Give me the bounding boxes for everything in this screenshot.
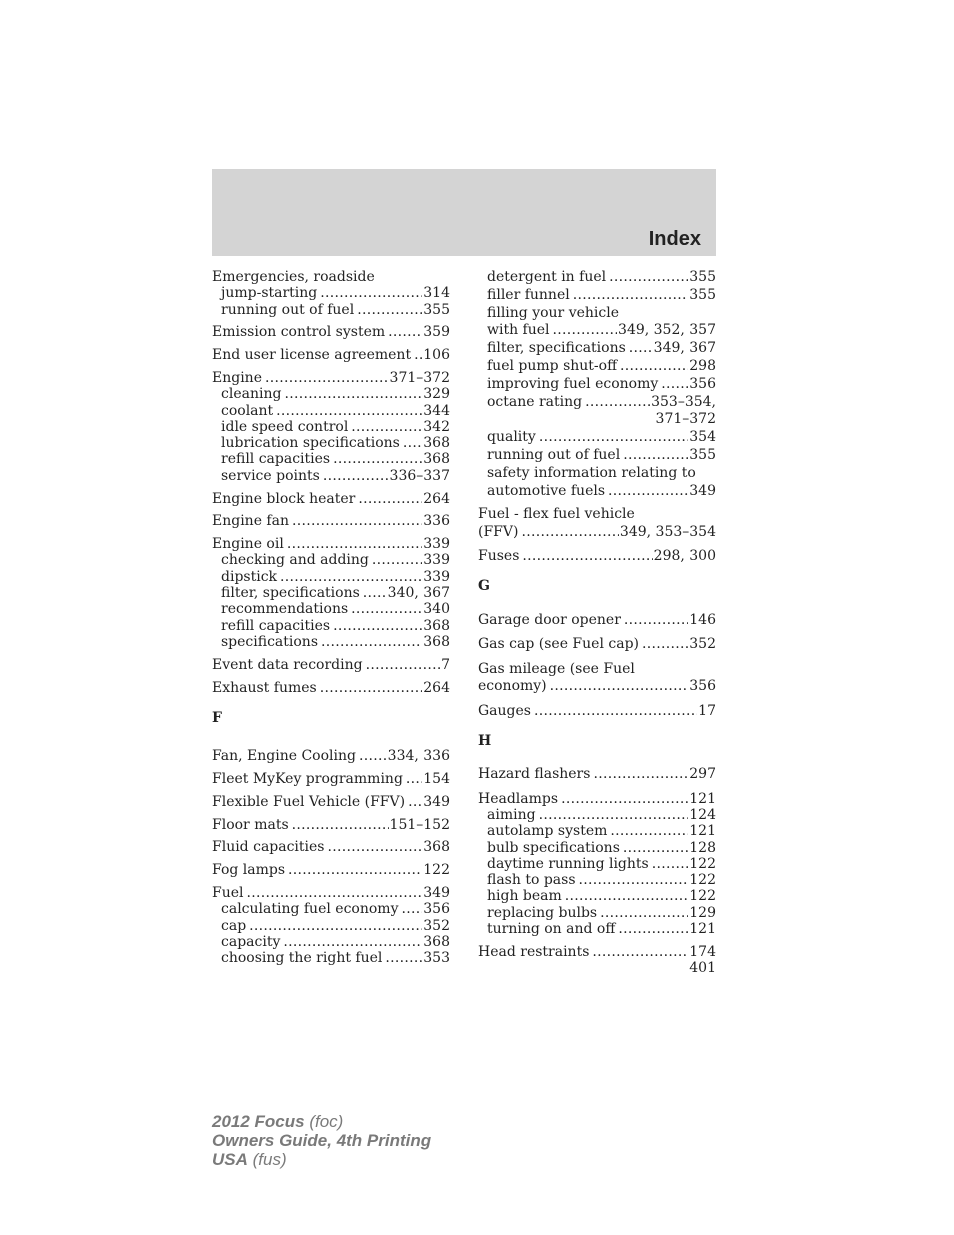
index-entry: Engine ..... 371–372 cleaning ..... 329 coolant ..... 344 idle speed control ..... 342 lubrication specifications ..... 368 refill capacities ..... 368 service points ..... 336–337 [212, 370, 450, 484]
header-band [212, 169, 716, 256]
index-subentry: calculating fuel economy ..... 356 [212, 901, 450, 917]
index-entry: Engine block heater ..... 264 [212, 491, 450, 507]
index-subentry: cap ..... 352 [212, 918, 450, 934]
index-subentry: choosing the right fuel ..... 353 [212, 950, 450, 966]
index-subentry: filter, specifications ..... 349, 367 [478, 340, 716, 358]
index-subentry: daytime running lights ..... 122 [478, 856, 716, 872]
index-subentry: checking and adding ..... 339 [212, 552, 450, 568]
index-entry: Fan, Engine Cooling ..... 334, 336 [212, 748, 450, 764]
index-subentry: fuel pump shut-off ..... 298 [478, 358, 716, 376]
section-letter: G [478, 578, 490, 595]
index-subentry: cleaning ..... 329 [212, 386, 450, 402]
page-number: 401 [689, 960, 716, 976]
index-entry: Gas mileage (see Fuel economy) ..... 356 [478, 661, 716, 697]
footer-line-3: USA (fus) [212, 1150, 287, 1169]
index-entry: Fuel - flex fuel vehicle (FFV) ..... 349, 353–354 [478, 506, 716, 542]
index-subentry-heading: filling your vehicle [487, 304, 619, 321]
index-subentry: flash to pass ..... 122 [478, 872, 716, 888]
index-entry-heading: Gas mileage (see Fuel [478, 660, 635, 677]
index-subentry: filter, specifications ..... 340, 367 [212, 585, 450, 601]
index-subentry: service points ..... 336–337 [212, 468, 450, 484]
index-entry [212, 269, 450, 318]
index-entry-heading: Emergencies, roadside [212, 269, 375, 285]
index-entry: Fuel ..... 349 calculating fuel economy ..... 356 cap ..... 352 capacity ..... 368 choosing the right fuel ..... 353 [212, 885, 450, 966]
footer [212, 1112, 431, 1169]
index-entry: Gauges ..... 17 [478, 703, 716, 721]
index-subentry: refill capacities ..... 368 [212, 618, 450, 634]
index-subentry: with fuel ..... 349, 352, 357 [478, 322, 716, 340]
footer-line-1: 2012 Focus (foc) [212, 1112, 344, 1131]
index-entry: End user license agreement ..... 106 [212, 347, 450, 363]
index-subentry: jump-starting ..... 314 [212, 285, 450, 301]
footer-line-2: Owners Guide, 4th Printing [212, 1131, 432, 1150]
section-letter: H [478, 732, 492, 749]
index-column-left [212, 269, 450, 973]
index-entry: Engine oil ..... 339 checking and adding ..... 339 dipstick ..... 339 filter, specifications ..... 340, 367 recommendations ..... 340 refill capacities ..... 368 specifications ..... 368 [212, 536, 450, 650]
index-subentry: detergent in fuel ..... 355 [478, 269, 716, 287]
index-entry: Floor mats ..... 151–152 [212, 817, 450, 833]
index-entry: Head restraints ..... 174 [478, 944, 716, 962]
index-entry: Gas cap (see Fuel cap) ..... 352 [478, 636, 716, 654]
index-subentry: coolant ..... 344 [212, 403, 450, 419]
index-entry: Event data recording ..... 7 [212, 657, 450, 673]
index-subentry: lubrication specifications ..... 368 [212, 435, 450, 451]
index-subentry: running out of fuel ..... 355 [212, 302, 450, 318]
index-entry: Hazard flashers ..... 297 [478, 766, 716, 784]
index-subentry: specifications ..... 368 [212, 634, 450, 650]
index-subentry: high beam ..... 122 [478, 888, 716, 904]
index-entry: Flexible Fuel Vehicle (FFV) ..... 349 [212, 794, 450, 810]
index-entry: Fuses ..... 298, 300 [478, 548, 716, 566]
index-subentry: idle speed control ..... 342 [212, 419, 450, 435]
index-subentry: aiming ..... 124 [478, 807, 716, 823]
index-subentry: octane rating ..... 353–354, [478, 394, 716, 412]
index-subentry: filler funnel ..... 355 [478, 287, 716, 305]
index-entry: Headlamps ..... 121 aiming ..... 124 autolamp system ..... 121 bulb specifications ..... 128 daytime running lights ..... 122 flash to pass ..... 122 high beam ..... 122 replacing bulbs ..... 129 turning on and off ..... 121 [478, 791, 716, 938]
index-subentry: bulb specifications ..... 128 [478, 840, 716, 856]
index-subentry: refill capacities ..... 368 [212, 451, 450, 467]
index-entry: Fleet MyKey programming ..... 154 [212, 771, 450, 787]
index-subentry: automotive fuels ..... 349 [478, 483, 716, 501]
index-entry: Fog lamps ..... 122 [212, 862, 450, 878]
index-entry: Engine fan ..... 336 [212, 513, 450, 529]
index-subentry: capacity ..... 368 [212, 934, 450, 950]
index-subentry: quality ..... 354 [478, 429, 716, 447]
index-subentry: replacing bulbs ..... 129 [478, 905, 716, 921]
index-subentry: improving fuel economy ..... 356 [478, 376, 716, 394]
index-column-right [478, 269, 716, 968]
index-subentry: dipstick ..... 339 [212, 569, 450, 585]
index-entry: Exhaust fumes ..... 264 [212, 680, 450, 696]
index-entry-heading: Fuel - flex fuel vehicle [478, 506, 635, 523]
index-entry: Fluid capacities ..... 368 [212, 839, 450, 855]
page-title: Index [648, 228, 701, 250]
index-subentry-heading: safety information relating to [487, 464, 696, 481]
section-letter: F [212, 709, 222, 726]
index-subentry: turning on and off ..... 121 [478, 921, 716, 937]
index-entry: Emission control system ..... 359 [212, 324, 450, 340]
index-subentry: running out of fuel ..... 355 [478, 447, 716, 465]
index-subentry: recommendations ..... 340 [212, 601, 450, 617]
index-continuation: 371–372 [655, 411, 716, 428]
index-subentry: autolamp system ..... 121 [478, 823, 716, 839]
index-entry: Garage door opener ..... 146 [478, 612, 716, 630]
